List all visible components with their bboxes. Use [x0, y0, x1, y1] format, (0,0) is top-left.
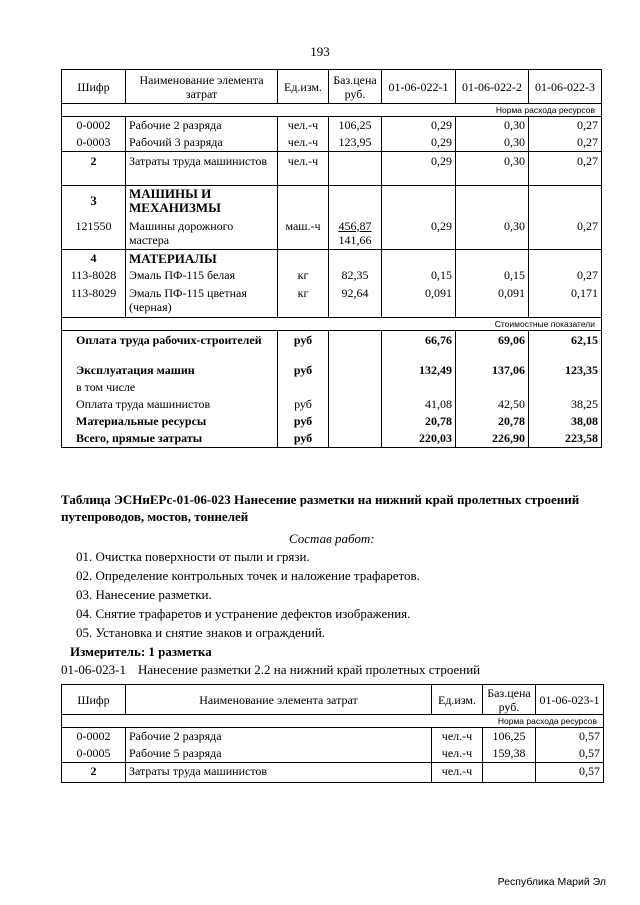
- work-item: 02. Определение контрольных точек и наложение трафаретов.: [76, 568, 420, 583]
- item-code: 01-06-023-1: [61, 662, 126, 677]
- measure-unit: Измеритель: 1 разметка: [70, 644, 212, 659]
- cost-subheader: Стоимостные показатели: [62, 317, 602, 330]
- work-item: 04. Снятие трафаретов и устранение дефектов изображения.: [76, 606, 411, 621]
- section-title: Таблица ЭСНиЕРс-01-06-023 Нанесение разметки на нижний край пролетных строений: [61, 492, 580, 507]
- col-name-header: Наименование элемента затрат: [126, 70, 278, 104]
- col-price-header: Баз.цена руб.: [329, 70, 382, 104]
- resource-table-1: [61, 69, 602, 448]
- table-row: 113-8028 Эмаль ПФ-115 белая кг 82,35 0,15 0,15 0,27: [62, 267, 602, 284]
- section-title-continued: путепроводов, мостов, тоннелей: [61, 509, 249, 524]
- work-item: 03. Нанесение разметки.: [76, 587, 212, 602]
- works-title: Состав работ:: [289, 531, 375, 546]
- work-item: 05. Установка и снятие знаков и ограждений.: [76, 625, 326, 640]
- col-code-header: Шифр: [62, 685, 126, 715]
- col-code-header: Шифр: [62, 70, 126, 104]
- table-row: 121550 Машины дорожного мастера маш.-ч 456,87 141,66 0,29 0,30 0,27: [62, 217, 602, 250]
- page-number: 193: [310, 44, 330, 59]
- table-row: 0-0002 Рабочие 2 разряда чел.-ч 106,25 0,29 0,30 0,27: [62, 117, 602, 135]
- col-price-header: Баз.цена руб.: [483, 685, 536, 715]
- col-name-header: Наименование элемента затрат: [126, 685, 432, 715]
- col-variant-1-header: 01-06-022-1: [382, 70, 456, 104]
- section-row-materials: 4 МАТЕРИАЛЫ: [62, 250, 602, 268]
- section-row-machines: 3 МАШИНЫ И МЕХАНИЗМЫ: [62, 186, 602, 217]
- col-variant-3-header: 01-06-022-3: [529, 70, 602, 104]
- table-row: 0-0002 Рабочие 2 разряда чел.-ч 106,25 0,57: [62, 728, 604, 746]
- cost-row-total: Всего, прямые затраты руб 220,03 226,90 223,58: [62, 430, 602, 448]
- col-variant-2-header: 01-06-022-2: [456, 70, 529, 104]
- section-block: [61, 492, 621, 677]
- base-price-secondary: 141,66: [338, 232, 372, 247]
- col-unit-header: Ед.изм.: [278, 70, 329, 104]
- footer-region: Республика Марий Эл: [497, 876, 606, 888]
- col-unit-header: Ед.изм.: [432, 685, 483, 715]
- cost-row: Эксплуатация машин руб 132,49 137,06 123,35: [62, 362, 602, 379]
- resource-table-2: [61, 684, 604, 783]
- table-row: 2 Затраты труда машинистов чел.-ч 0,29 0,30 0,27: [62, 152, 602, 186]
- cost-row: Материальные ресурсы руб 20,78 20,78 38,08: [62, 413, 602, 430]
- base-price: 456,87: [338, 218, 372, 233]
- col-variant-1-header: 01-06-023-1: [536, 685, 604, 715]
- table-header: [62, 685, 604, 715]
- table-row: 113-8029 Эмаль ПФ-115 цветная (черная) кг 92,64 0,091 0,091 0,171: [62, 284, 602, 317]
- table-row: 0-0003 Рабочий 3 разряда чел.-ч 123,95 0,29 0,30 0,27: [62, 134, 602, 152]
- norm-subheader: Норма расхода ресурсов: [62, 715, 604, 728]
- item-description: Нанесение разметки 2.2 на нижний край пролетных строений: [138, 662, 481, 677]
- table-row: 2 Затраты труда машинистов чел.-ч 0,57: [62, 763, 604, 783]
- cost-row: Оплата труда рабочих-строителей руб 66,76 69,06 62,15: [62, 330, 602, 362]
- cost-row: в том числе: [62, 379, 602, 396]
- table-row: 0-0005 Рабочие 5 разряда чел.-ч 159,38 0,57: [62, 745, 604, 763]
- work-item: 01. Очистка поверхности от пыли и грязи.: [76, 549, 310, 564]
- norm-subheader: Норма расхода ресурсов: [62, 104, 602, 117]
- table-header: [62, 70, 602, 104]
- cost-row: Оплата труда машинистов руб 41,08 42,50 38,25: [62, 396, 602, 413]
